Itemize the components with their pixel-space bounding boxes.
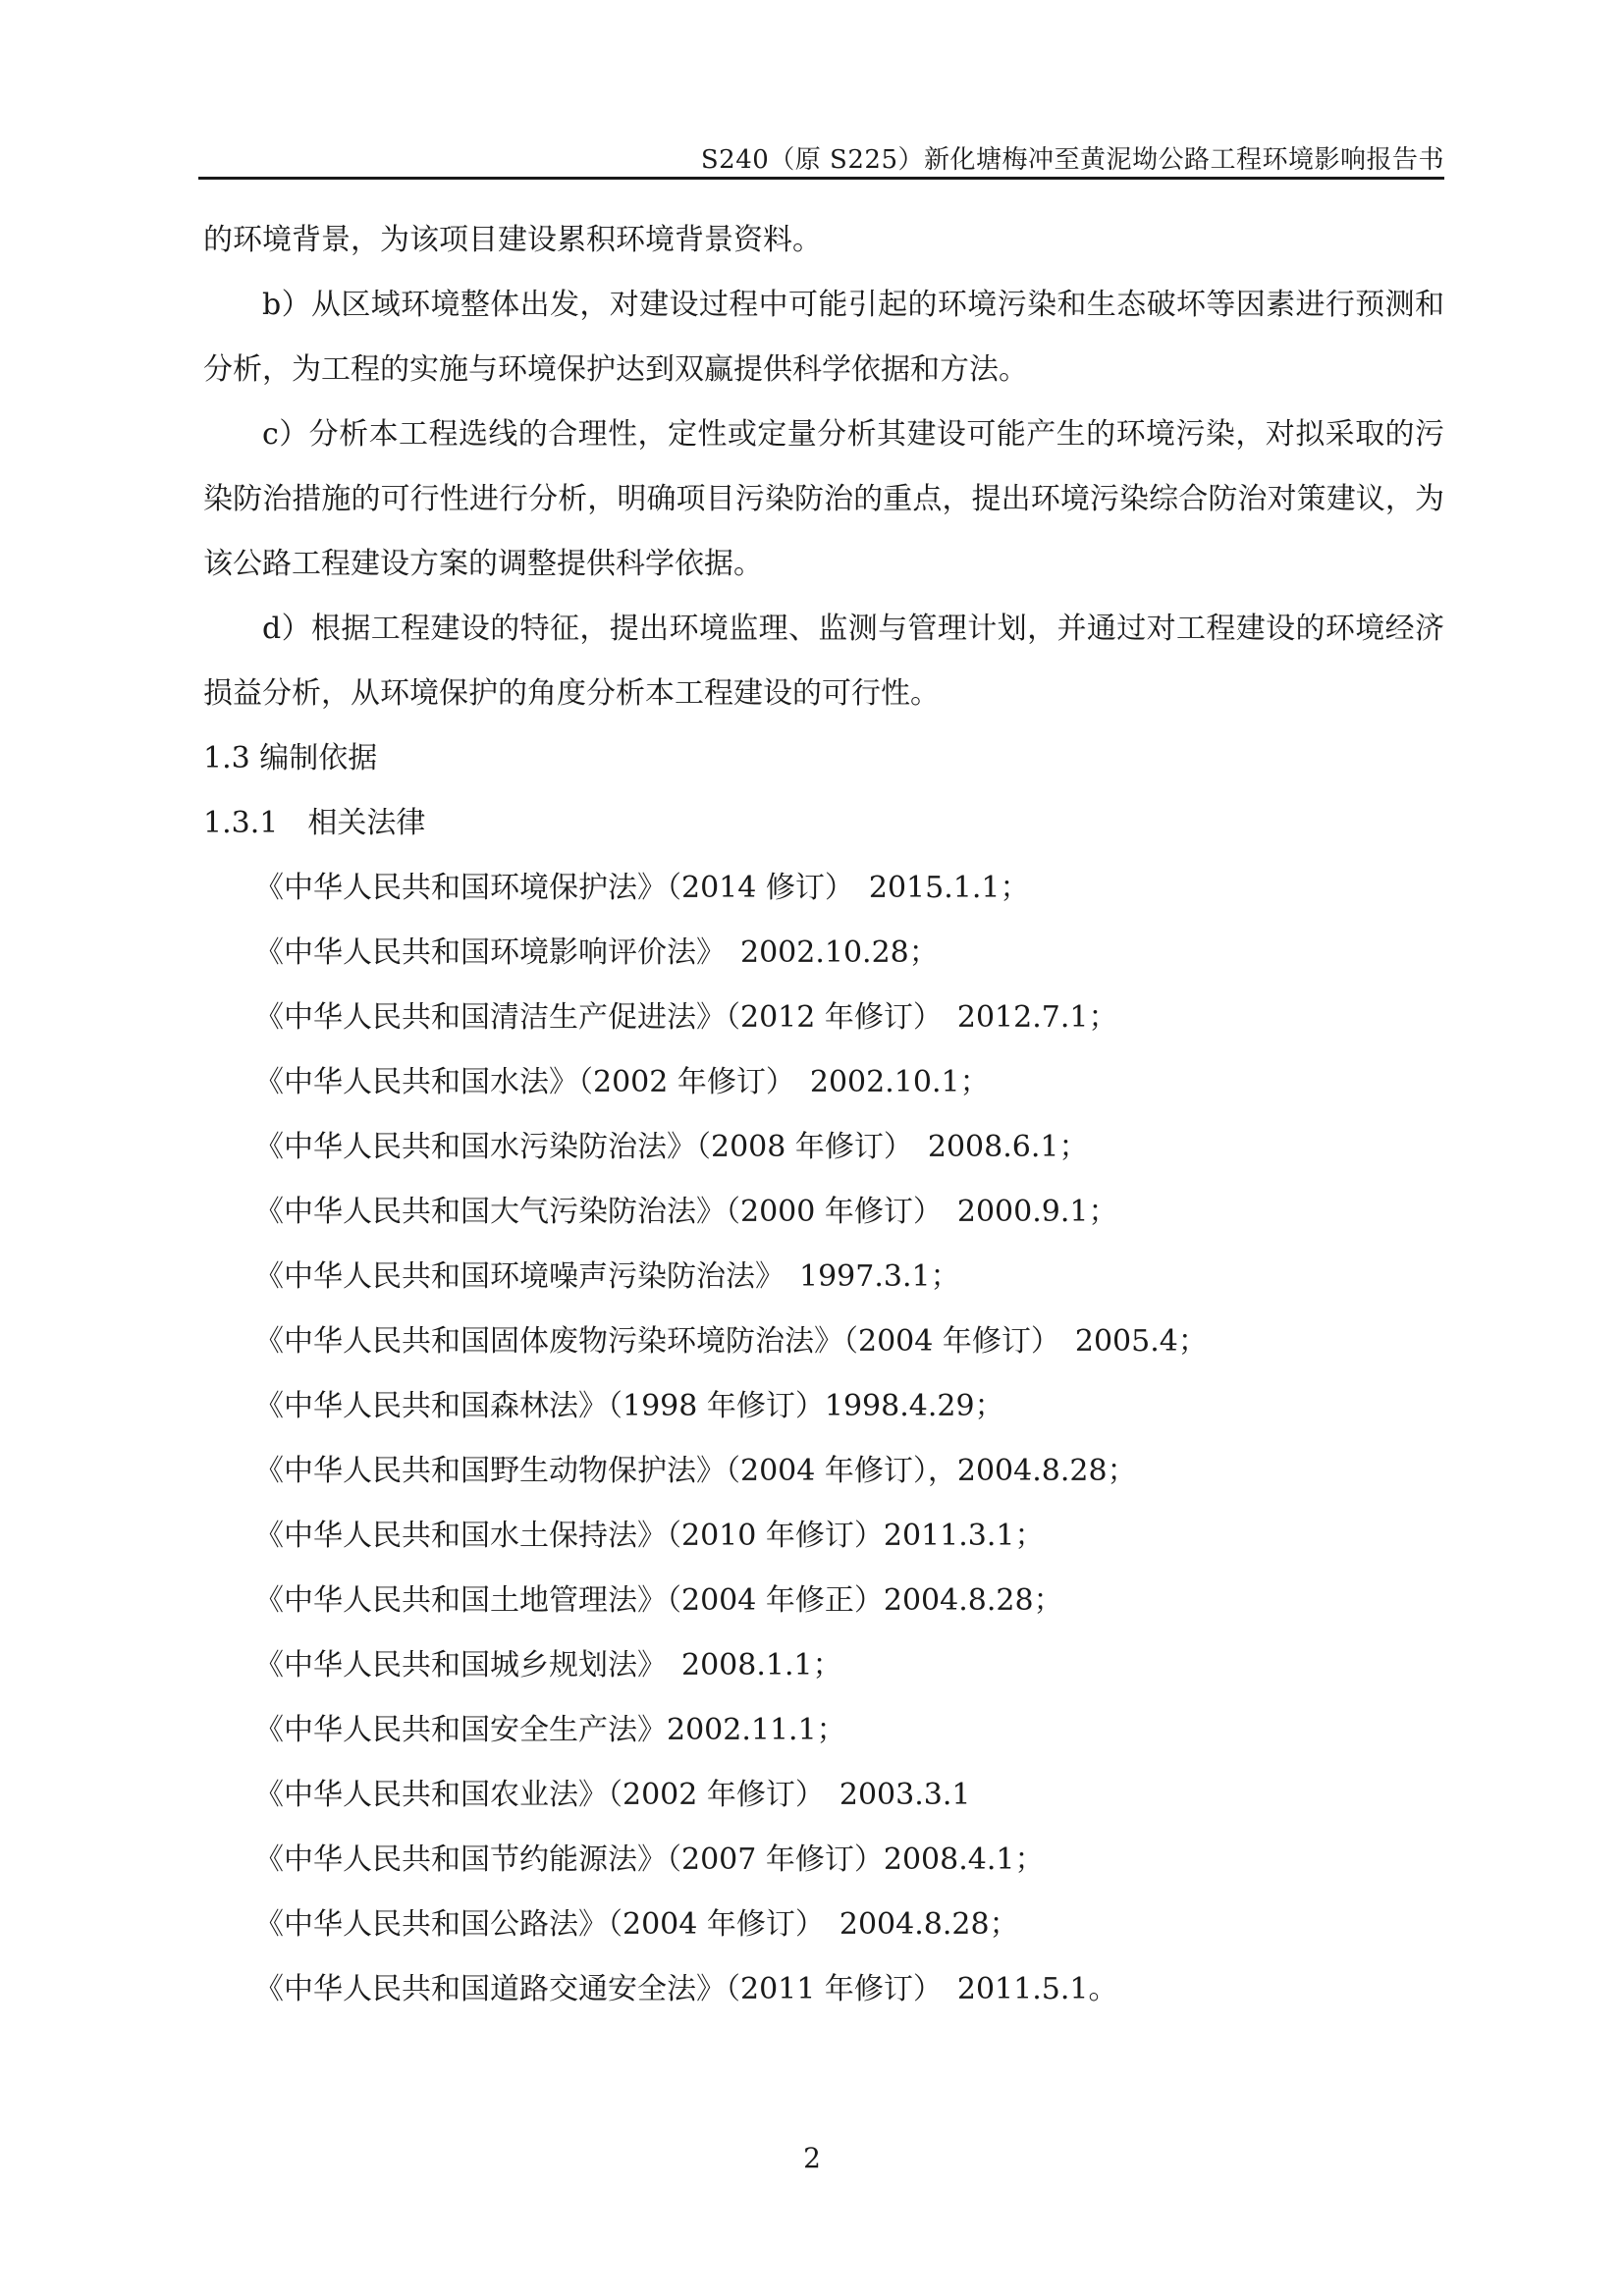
running-header: S240（原 S225）新化塘梅冲至黄泥坳公路工程环境影响报告书	[700, 145, 1444, 175]
law-item: 《中华人民共和国道路交通安全法》（2011 年修订） 2011.5.1。	[254, 1972, 1118, 2006]
law-item: 《中华人民共和国大气污染防治法》（2000 年修订） 2000.9.1；	[254, 1195, 1118, 1229]
law-item: 《中华人民共和国节约能源法》（2007 年修订）2008.4.1；	[254, 1842, 1045, 1877]
paragraph-c: c）分析本工程选线的合理性，定性或定量分析其建设可能产生的环境污染，对拟采取的污染防治措施的可行性进行分析，明确项目污染防治的重点，提出环境污染综合防治对策建议，为该公路工程建设方案的调整提供科学依据。	[203, 417, 1444, 581]
paragraph-b: b）从区域环境整体出发，对建设过程中可能引起的环境污染和生态破坏等因素进行预测和分析，为工程的实施与环境保护达到双赢提供科学依据和方法。	[203, 288, 1444, 387]
law-item: 《中华人民共和国清洁生产促进法》（2012 年修订） 2012.7.1；	[254, 1000, 1118, 1035]
law-item: 《中华人民共和国环境影响评价法》 2002.10.28；	[254, 935, 939, 970]
header-divider	[198, 177, 1444, 180]
law-item: 《中华人民共和国城乡规划法》 2008.1.1；	[254, 1648, 842, 1682]
law-item: 《中华人民共和国水法》（2002 年修订） 2002.10.1；	[254, 1065, 990, 1099]
law-item: 《中华人民共和国公路法》（2004 年修订） 2004.8.28；	[254, 1907, 1019, 1942]
law-item: 《中华人民共和国水土保持法》（2010 年修订）2011.3.1；	[254, 1519, 1045, 1553]
section-heading-1-3: 1.3 编制依据	[203, 741, 378, 775]
law-item: 《中华人民共和国森林法》（1998 年修订）1998.4.29；	[254, 1389, 1004, 1423]
law-item: 《中华人民共和国固体废物污染环境防治法》（2004 年修订） 2005.4；	[254, 1324, 1208, 1359]
page-body	[203, 208, 1444, 2022]
law-list	[203, 856, 1444, 2022]
subsection-heading-1-3-1: 1.3.1 相关法律	[203, 806, 426, 840]
page-number: 2	[803, 2142, 821, 2174]
law-item: 《中华人民共和国水污染防治法》（2008 年修订） 2008.6.1；	[254, 1130, 1089, 1164]
paragraph-continuation: 的环境背景，为该项目建设累积环境背景资料。	[203, 223, 822, 257]
law-item: 《中华人民共和国环境噪声污染防治法》 1997.3.1；	[254, 1259, 960, 1294]
law-item: 《中华人民共和国农业法》（2002 年修订） 2003.3.1	[254, 1778, 971, 1812]
law-item: 《中华人民共和国土地管理法》（2004 年修正）2004.8.28；	[254, 1583, 1063, 1618]
law-item: 《中华人民共和国野生动物保护法》（2004 年修订），2004.8.28；	[254, 1454, 1137, 1488]
law-item: 《中华人民共和国环境保护法》（2014 修订） 2015.1.1；	[254, 871, 1030, 905]
paragraph-d: d）根据工程建设的特征，提出环境监理、监测与管理计划，并通过对工程建设的环境经济损益分析，从环境保护的角度分析本工程建设的可行性。	[203, 612, 1444, 711]
law-item: 《中华人民共和国安全生产法》2002.11.1；	[254, 1713, 846, 1747]
